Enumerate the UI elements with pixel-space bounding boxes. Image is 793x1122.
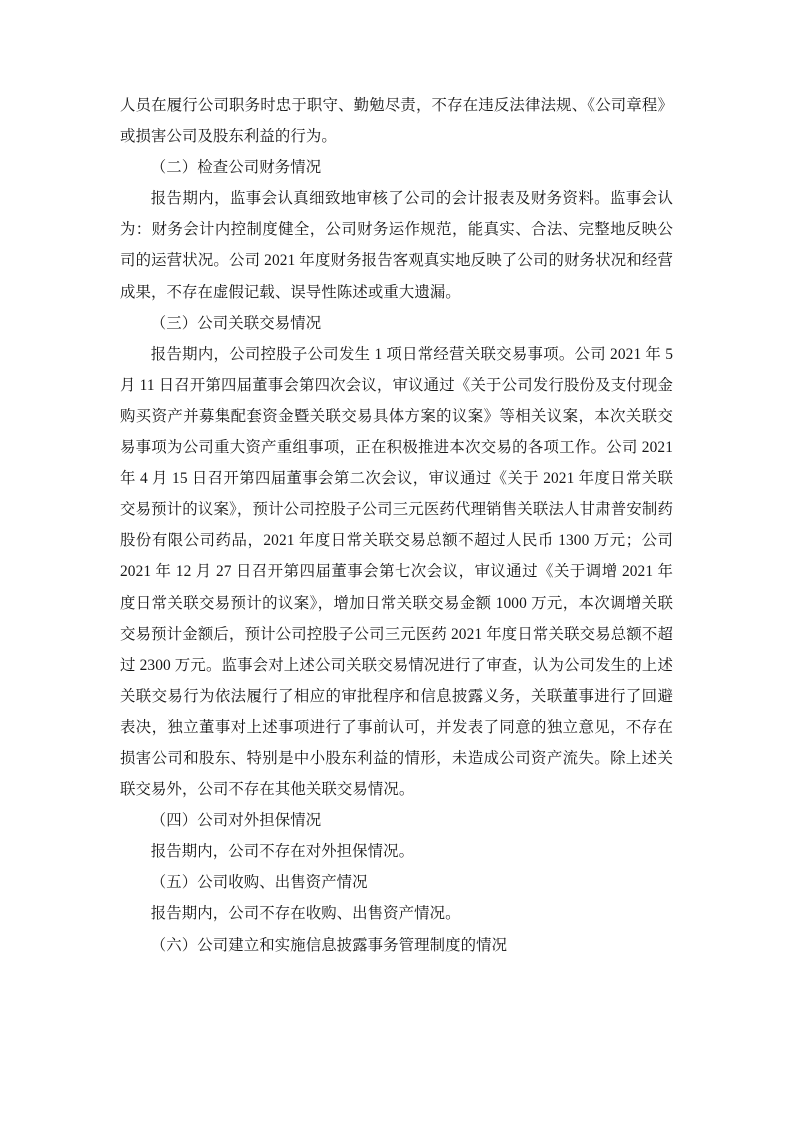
document-content: [120, 90, 673, 961]
paragraph-related-transactions: 报告期内，公司控股子公司发生 1 项日常经营关联交易事项。公司 2021 年 5 月 11 日召开第四届董事会第四次会议，审议通过《关于公司发行股份及支付现金购买资产并募集配套资金暨关联交易具体方案的议案》等相关议案，本次关联交易事项为公司重大资产重组事项，正在积极推进本次交易的各项工作。公司 2021 年 4 月 15 日召开第四届董事会第二次会议，审议通过《关于 2021 年度日常关联交易预计的议案》，预计公司控股子公司三元医药代理销售关联法人甘肃普安制药股份有限公司药品，2021 年度日常关联交易总额不超过人民币 1300 万元；公司 2021 年 12 月 27 日召开第四届董事会第七次会议，审议通过《关于调增 2021 年度日常关联交易预计的议案》，增加日常关联交易金额 1000 万元，本次调增关联交易预计金额后，预计公司控股子公司三元医药 2021 年度日常关联交易总额不超过 2300 万元。监事会对上述公司关联交易情况进行了审查，认为公司发生的上述关联交易行为依法履行了相应的审批程序和信息披露义务，关联董事进行了回避表决，独立董事对上述事项进行了事前认可，并发表了同意的独立意见，不存在损害公司和股东、特别是中小股东利益的情形，未造成公司资产流失。除上述关联交易外，公司不存在其他关联交易情况。: [120, 345, 673, 799]
paragraph-external-guarantees: 报告期内，公司不存在对外担保情况。: [150, 843, 415, 861]
section-heading-related-transactions: （三）公司关联交易情况: [150, 314, 322, 332]
paragraph-continuation: 人员在履行公司职务时忠于职守、勤勉尽责，不存在违反法律法规、《公司章程》或损害公司及股东利益的行为。: [120, 97, 673, 146]
paragraph-finance-check: 报告期内，监事会认真细致地审核了公司的会计报表及财务资料。监事会认为：财务会计内控制度健全，公司财务运作规范，能真实、合法、完整地反映公司的运营状况。公司 2021 年度财务报告客观真实地反映了公司的财务状况和经营成果，不存在虚假记载、误导性陈述或重大遗漏。: [120, 190, 673, 301]
paragraph-asset-purchase-sale: 报告期内，公司不存在收购、出售资产情况。: [150, 905, 461, 923]
section-heading-asset-purchase-sale: （五）公司收购、出售资产情况: [150, 874, 368, 892]
section-heading-information-disclosure: （六）公司建立和实施信息披露事务管理制度的情况: [150, 936, 508, 954]
section-heading-finance-check: （二）检查公司财务情况: [150, 159, 322, 177]
section-heading-external-guarantees: （四）公司对外担保情况: [150, 812, 322, 830]
